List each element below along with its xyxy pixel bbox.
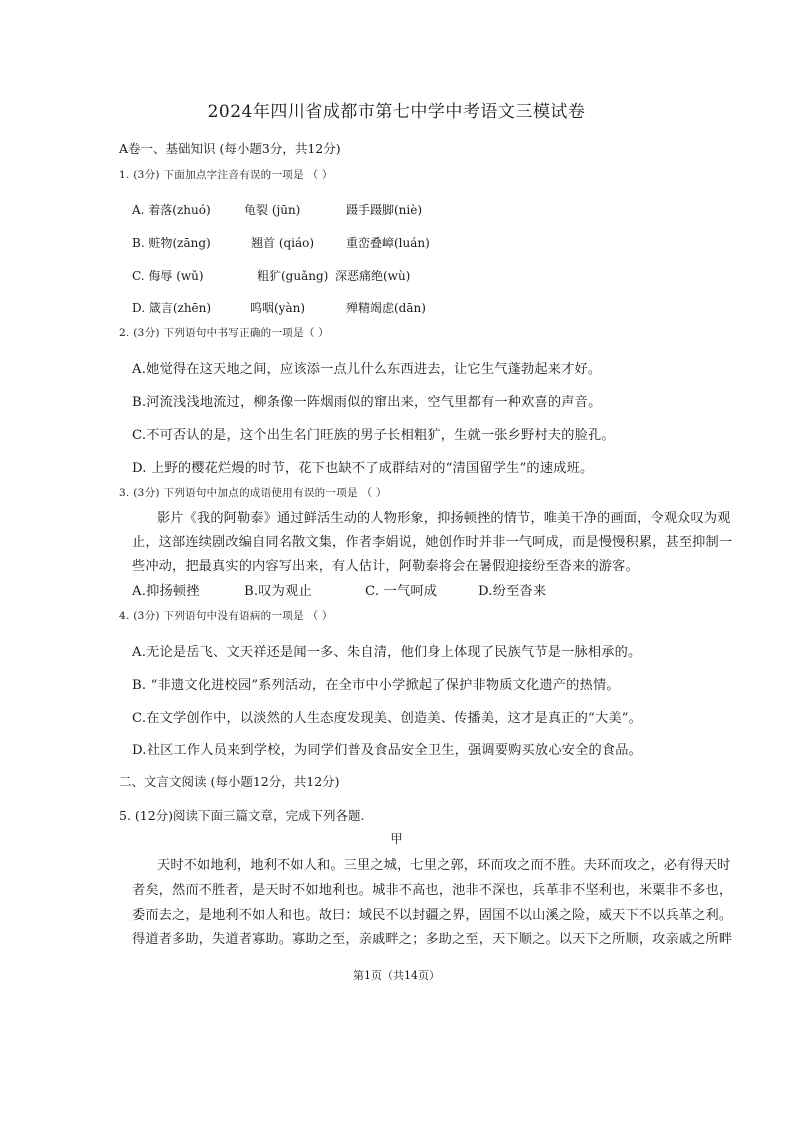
q1-option-a-word1: A. 着落(zhuó) bbox=[132, 203, 211, 217]
question-4-stem: 4. (3分) 下列语句中没有语病的一项是 （ ） bbox=[119, 610, 333, 622]
q1-option-d-word3: 殚精竭虑(dān) bbox=[346, 301, 426, 315]
q3-passage-line-2: 止，这部连续剧改编自同名散文集，作者李娟说，她创作时并非一气呵成，而是慢慢积累，甚至抑制一 bbox=[132, 535, 733, 550]
section-a-heading: A卷一、基础知识 (每小题3分，共12分) bbox=[119, 141, 341, 156]
q3-passage-line-3: 些冲动，把最真实的内容写出来，有人估计，阿勒泰将会在暑假迎接纷至沓来的游客。 bbox=[132, 559, 639, 574]
q2-option-a: A.她觉得在这天地之间，应该添一点儿什么东西进去，让它生气蓬勃起来才好。 bbox=[132, 362, 602, 377]
q1-option-a-word2: 龟裂 (jūn) bbox=[244, 203, 301, 217]
page-footer: 第1页（共14页） bbox=[353, 969, 440, 982]
q3-passage-line-1: 影片《我的阿勒泰》通过鲜活生动的人物形象，抑扬顿挫的情节，唯美干净的画面，令观众叹为观 bbox=[157, 511, 731, 526]
q1-option-a-word3: 蹑手蹑脚(niè) bbox=[346, 203, 423, 217]
q1-option-d-word1: D. 箴言(zhēn) bbox=[132, 301, 212, 315]
q5-passage-line-1: 天时不如地利，地利不如人和。三里之城，七里之郭，环而攻之而不胜。夫环而攻之，必有得天时 bbox=[157, 858, 731, 873]
q1-option-c-word1: C. 侮辱 (wǔ) bbox=[132, 269, 204, 283]
question-1-stem: 1. (3分) 下面加点字注音有误的一项是 （ ） bbox=[119, 169, 333, 181]
q1-option-c-word3: 深恶痛绝(wù) bbox=[335, 269, 411, 283]
q1-option-b-word2: 翘首 (qiáo) bbox=[251, 236, 315, 250]
q3-option-d: D.纷至沓来 bbox=[478, 584, 547, 599]
q3-option-a: A.抑扬顿挫 bbox=[132, 584, 200, 599]
q2-option-b: B.河流浅浅地流过，柳条像一阵烟雨似的窜出来，空气里都有一种欢喜的声音。 bbox=[132, 395, 602, 410]
q5-passage-line-2: 者矣，然而不胜者，是天时不如地利也。城非不高也，池非不深也，兵革非不坚利也，米粟非不多也， bbox=[132, 883, 733, 898]
q4-option-c: C.在文学创作中，以淡然的人生态度发现美、创造美、传播美，这才是真正的“大美”。 bbox=[132, 711, 643, 726]
q5-passage-line-4: 得道者多助，失道者寡助。寡助之至，亲戚畔之；多助之至，天下顺之。以天下之所顺，攻亲戚之所畔 bbox=[132, 932, 733, 947]
section-b-heading: 二、文言文阅读 (每小题12分，共12分) bbox=[119, 774, 340, 789]
q5-passage-line-3: 委而去之，是地利不如人和也。故曰：域民不以封疆之界，固国不以山溪之险，威天下不以兵革之利。 bbox=[132, 908, 733, 923]
q2-option-d: D. 上野的樱花烂熳的时节，花下也缺不了成群结对的“清国留学生”的速成班。 bbox=[132, 461, 594, 476]
q3-option-c: C. 一气呵成 bbox=[365, 584, 438, 599]
q4-option-d: D.社区工作人员来到学校，为同学们普及食品安全卫生，强调要购买放心安全的食品。 bbox=[132, 743, 643, 758]
q2-option-c: C.不可否认的是，这个出生名门旺族的男子长相粗犷，生就一张乡野村夫的脸孔。 bbox=[132, 428, 615, 443]
question-3-stem: 3. (3分) 下列语句中加点的成语使用有误的一项是 （ ） bbox=[119, 487, 387, 499]
question-5-stem: 5. (12分)阅读下面三篇文章，完成下列各题. bbox=[119, 808, 365, 823]
q1-option-b-word1: B. 赃物(zāng) bbox=[132, 236, 211, 250]
page-title: 2024年四川省成都市第七中学中考语文三模试卷 bbox=[207, 102, 586, 122]
q1-option-b-word3: 重峦叠嶂(luán) bbox=[346, 236, 430, 250]
passage-subtitle-jia: 甲 bbox=[390, 831, 403, 846]
q4-option-b: B. “非遗文化进校园”系列活动，在全市中小学掀起了保护非物质文化遗产的热情。 bbox=[132, 678, 620, 693]
question-2-stem: 2. (3分) 下列语句中书写正确的一项是（ ） bbox=[119, 327, 330, 339]
q3-option-b: B.叹为观止 bbox=[244, 584, 312, 599]
q1-option-d-word2: 呜咽(yàn) bbox=[250, 301, 306, 315]
q1-option-c-word2: 粗犷(guǎng) bbox=[257, 269, 329, 283]
q4-option-a: A.无论是岳飞、文天祥还是闻一多、朱自清，他们身上体现了民族气节是一脉相承的。 bbox=[132, 645, 642, 660]
